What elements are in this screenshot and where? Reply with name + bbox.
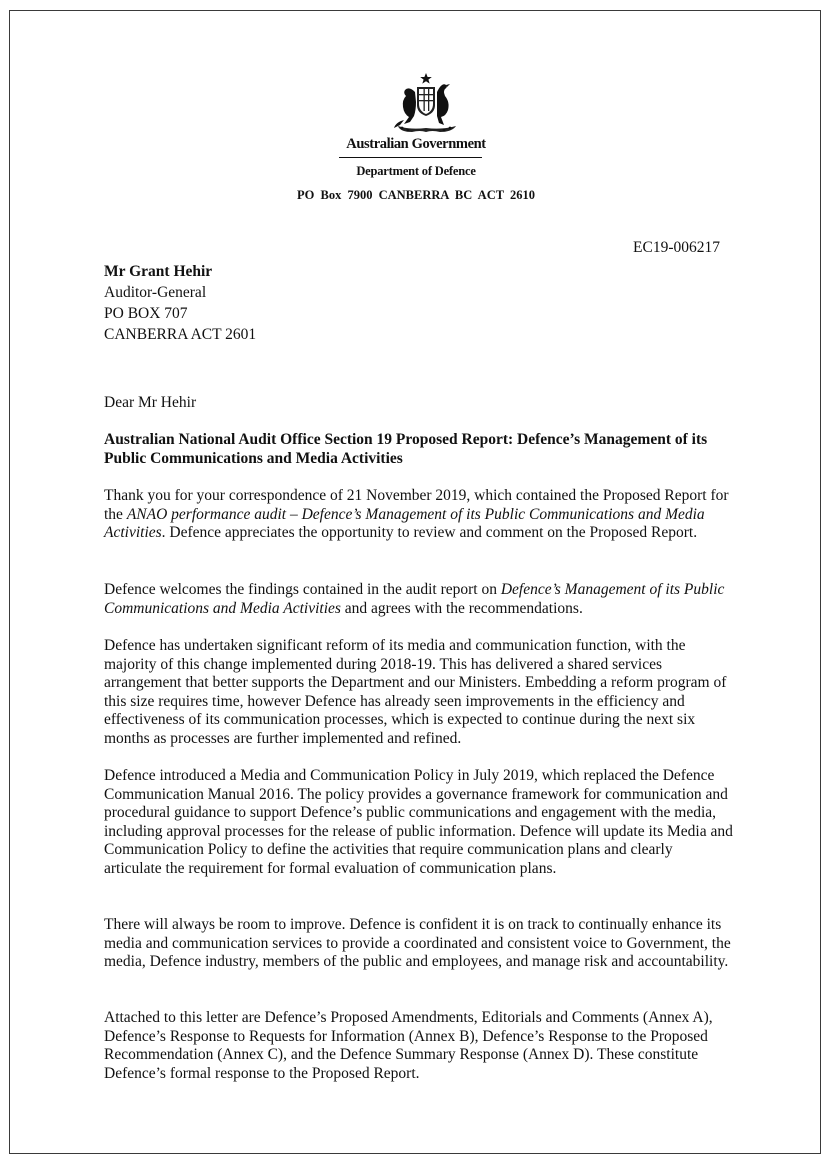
government-name: Australian Government [346, 136, 486, 152]
report-title: Defence’s Management of its Public Communications and Media Activities [104, 581, 725, 617]
audit-title: ANAO performance audit – Defence’s Management of its Public Communications and Media Activities [104, 505, 705, 541]
body-paragraph-4: Defence introduced a Media and Communication Policy in July 2019, which replaced the Defence Communication Manual 2016. The policy provides a governance framework for communication and procedural guidance to support Defence’s public communications and engagement with the media, including approval processes for the release of public information. Defence will update its Media and Communication Policy to define the activities that require communication plans and clearly articulate the requirement for formal evaluation of communication plans. [104, 767, 733, 877]
salutation: Dear Mr Hehir [104, 394, 197, 411]
coat-of-arms-icon [390, 72, 462, 134]
body-paragraph-1 [104, 487, 734, 543]
recipient-block [104, 261, 256, 345]
letterhead-rule [339, 157, 482, 158]
body-paragraph-5: There will always be room to improve. Defence is confident it is on track to continually enhance its media and communication services to provide a coordinated and consistent voice to Government, the media, Defence industry, members of the public and employees, and manage risk and accountability. [104, 916, 731, 970]
recipient-address-line1: PO BOX 707 [104, 305, 188, 322]
recipient-name: Mr Grant Hehir [104, 263, 213, 280]
subject-line: Australian National Audit Office Section 19 Proposed Report: Defence’s Management of its Public Communications and Media Activities [104, 431, 708, 467]
sender-address: PO Box 7900 CANBERRA BC ACT 2610 [297, 188, 535, 202]
recipient-title: Auditor-General [104, 284, 207, 301]
paragraph-2-text-c: and agrees with the recommendations. [340, 599, 583, 617]
letterhead [0, 72, 832, 134]
reference-number: EC19-006217 [633, 239, 720, 256]
body-paragraph-2 [104, 581, 734, 618]
body-paragraph-3: Defence has undertaken significant reform of its media and communication function, with the majority of this change implemented during 2018-19. This has delivered a shared services arrangement that better supports the Department and our Ministers. Embedding a reform program of this size requires time, however Defence has already seen improvements in the efficiency and effectiveness of its communication processes, which is expected to continue during the next six months as processes are further implemented and refined. [104, 637, 727, 747]
paragraph-2-text-a: Defence welcomes the findings contained in the audit report on [104, 581, 501, 598]
department-name: Department of Defence [356, 164, 476, 178]
recipient-address-line2: CANBERRA ACT 2601 [104, 326, 257, 343]
paragraph-1-text-a: Thank you for your correspondence of 21 November 2019, which contained the Proposed Report for the [104, 487, 729, 523]
paragraph-1-text-c: . Defence appreciates the opportunity to review and comment on the Proposed Report. [161, 524, 698, 541]
body-paragraph-6: Attached to this letter are Defence’s Proposed Amendments, Editorials and Comments (Annex A), Defence’s Response to Requests for Information (Annex B), Defence’s Response to the Proposed Recommendation (Annex C), and the Defence Summary Response (Annex D). These constitute Defence’s formal response to the Proposed Report. [104, 1009, 713, 1082]
